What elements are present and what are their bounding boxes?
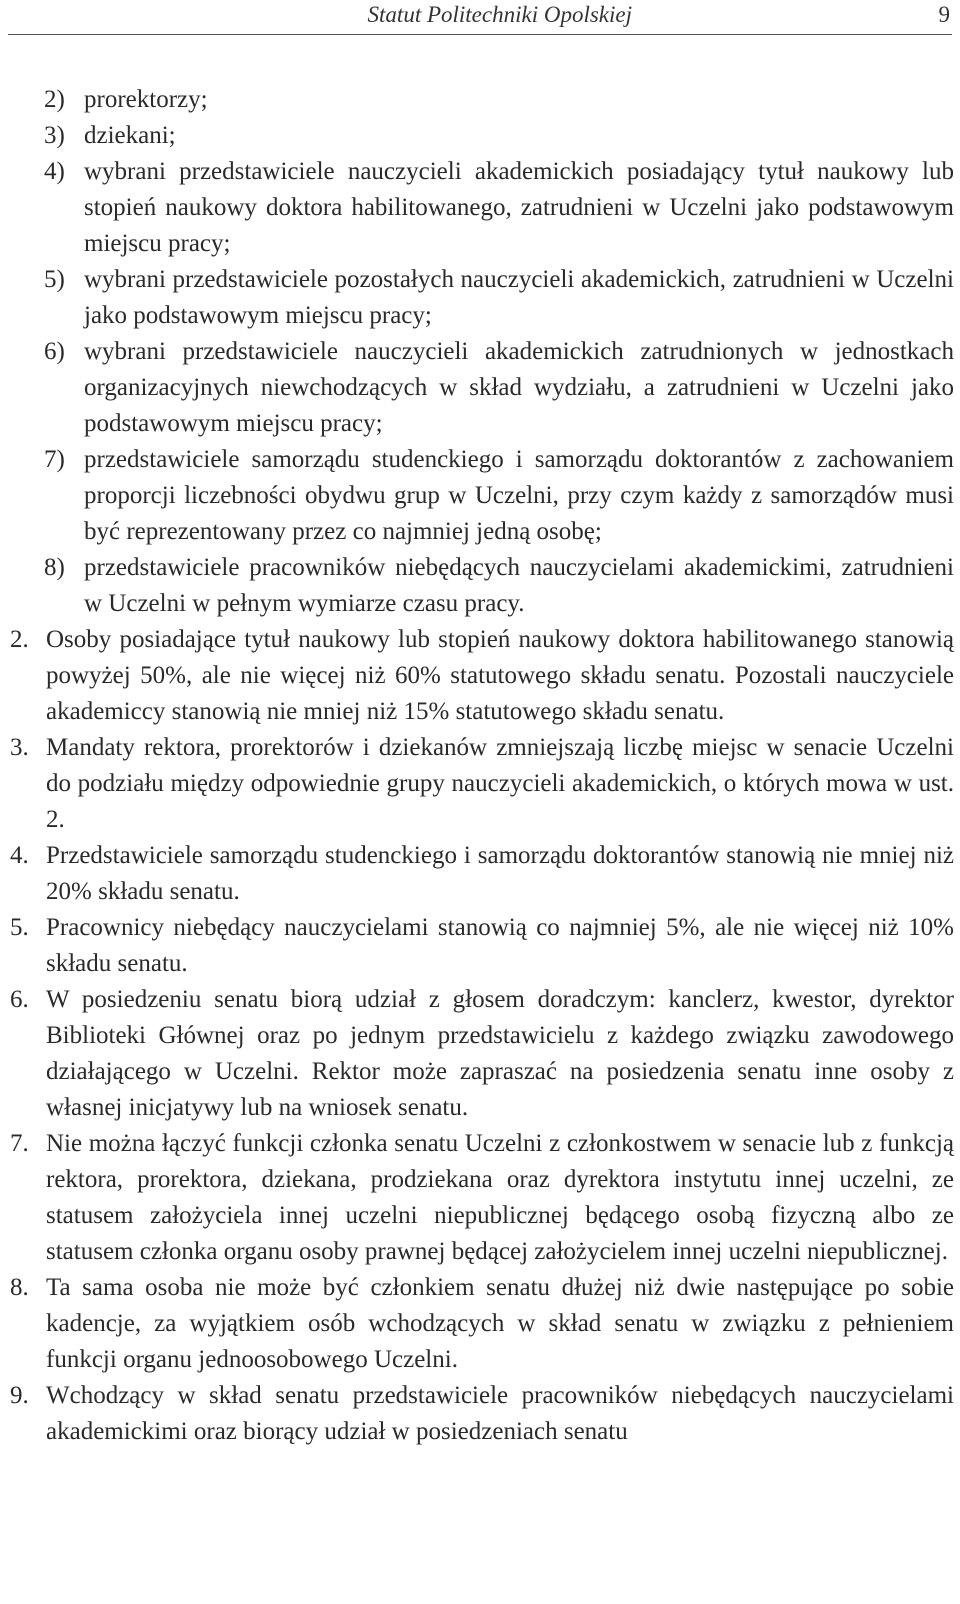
paragraph-5 <box>0 910 960 982</box>
list-marker: 3) <box>44 122 65 149</box>
paragraph-4 <box>0 838 960 910</box>
list-item-8 <box>0 550 960 622</box>
paragraph-text: W posiedzeniu senatu biorą udział z głosem doradczym: kanclerz, kwestor, dyrektor Biblioteki Głównej oraz po jednym przedstawicielu z każdego związku zawodowego działającego w Uczelni. Rektor może zapraszać na posiedzenia senatu inne osoby z własnej inicjatywy lub na wniosek senatu. <box>46 986 954 1121</box>
paragraph-text: Ta sama osoba nie może być członkiem senatu dłużej niż dwie następujące po sobie kadencje, za wyjątkiem osób wchodzących w skład senatu w związku z pełnieniem funkcji organu jednoosobowego Uczelni. <box>46 1274 954 1373</box>
paragraph-number: 4. <box>10 842 29 869</box>
paragraph-3 <box>0 730 960 838</box>
paragraph-text: Pracownicy niebędący nauczycielami stanowią co najmniej 5%, ale nie więcej niż 10% składu senatu. <box>46 914 954 977</box>
paragraph-text: Mandaty rektora, prorektorów i dziekanów zmniejszają liczbę miejsc w senacie Uczelni do podziału między odpowiednie grupy nauczycieli akademickich, o których mowa w ust. 2. <box>46 734 954 833</box>
paragraph-number: 9. <box>10 1382 29 1409</box>
paragraph-number: 3. <box>10 734 29 761</box>
list-marker: 2) <box>44 86 65 113</box>
document-title: Statut Politechniki Opolskiej <box>367 2 632 27</box>
list-item-4 <box>0 154 960 262</box>
paragraph-6 <box>0 982 960 1126</box>
list-item-text: wybrani przedstawiciele pozostałych nauczycieli akademickich, zatrudnieni w Uczelni jako podstawowym miejscu pracy; <box>84 266 954 329</box>
paragraph-2 <box>0 622 960 730</box>
paragraph-number: 7. <box>10 1130 29 1157</box>
list-item-6 <box>0 334 960 442</box>
paragraph-number: 2. <box>10 626 29 653</box>
page-body <box>0 82 960 1450</box>
list-item-text: przedstawiciele pracowników niebędących nauczycielami akademickimi, zatrudnieni w Uczelni w pełnym wymiarze czasu pracy. <box>84 554 954 617</box>
list-item-text: przedstawiciele samorządu studenckiego i samorządu doktorantów z zachowaniem proporcji liczebności obydwu grup w Uczelni, przy czym każdy z samorządów musi być reprezentowany przez co najmniej jedną osobę; <box>84 446 954 545</box>
paragraph-7 <box>0 1126 960 1270</box>
list-item-text: dziekani; <box>84 122 176 149</box>
list-item-text: wybrani przedstawiciele nauczycieli akademickich posiadający tytuł naukowy lub stopień naukowy doktora habilitowanego, zatrudnieni w Uczelni jako podstawowym miejscu pracy; <box>84 158 954 257</box>
paragraph-number: 5. <box>10 914 29 941</box>
paragraph-text: Przedstawiciele samorządu studenckiego i samorządu doktorantów stanowią nie mniej niż 20% składu senatu. <box>46 842 954 905</box>
list-item-7 <box>0 442 960 550</box>
paragraph-text: Osoby posiadające tytuł naukowy lub stopień naukowy doktora habilitowanego stanowią powyżej 50%, ale nie więcej niż 60% statutowego składu senatu. Pozostali nauczyciele akademiccy stanowią nie mniej niż 15% statutowego składu senatu. <box>46 626 954 725</box>
list-item-5 <box>0 262 960 334</box>
list-marker: 5) <box>44 266 65 293</box>
paragraph-9 <box>0 1378 960 1450</box>
list-item-text: prorektorzy; <box>84 86 208 113</box>
paragraph-number: 6. <box>10 986 29 1013</box>
running-header <box>8 0 952 35</box>
list-marker: 6) <box>44 338 65 365</box>
paragraph-8 <box>0 1270 960 1378</box>
list-item-text: wybrani przedstawiciele nauczycieli akademickich zatrudnionych w jednostkach organizacyjnych niewchodzących w skład wydziału, a zatrudnieni w Uczelni jako podstawowym miejscu pracy; <box>84 338 954 437</box>
paragraph-text: Nie można łączyć funkcji członka senatu Uczelni z członkostwem w senacie lub z funkcją rektora, prorektora, dziekana, prodziekana oraz dyrektora instytutu innej uczelni, ze statusem założyciela innej uczelni niepublicznej będącego osobą fizyczną albo ze statusem członka organu osoby prawnej będącej założycielem innej uczelni niepublicznej. <box>46 1130 954 1265</box>
paragraph-text: Wchodzący w skład senatu przedstawiciele pracowników niebędących nauczycielami akademickimi oraz biorący udział w posiedzeniach senatu <box>46 1382 954 1445</box>
page-number: 9 <box>938 2 950 27</box>
paragraph-number: 8. <box>10 1274 29 1301</box>
list-marker: 8) <box>44 554 65 581</box>
list-marker: 4) <box>44 158 65 185</box>
list-item-2 <box>0 82 960 118</box>
list-marker: 7) <box>44 446 65 473</box>
list-item-3 <box>0 118 960 154</box>
